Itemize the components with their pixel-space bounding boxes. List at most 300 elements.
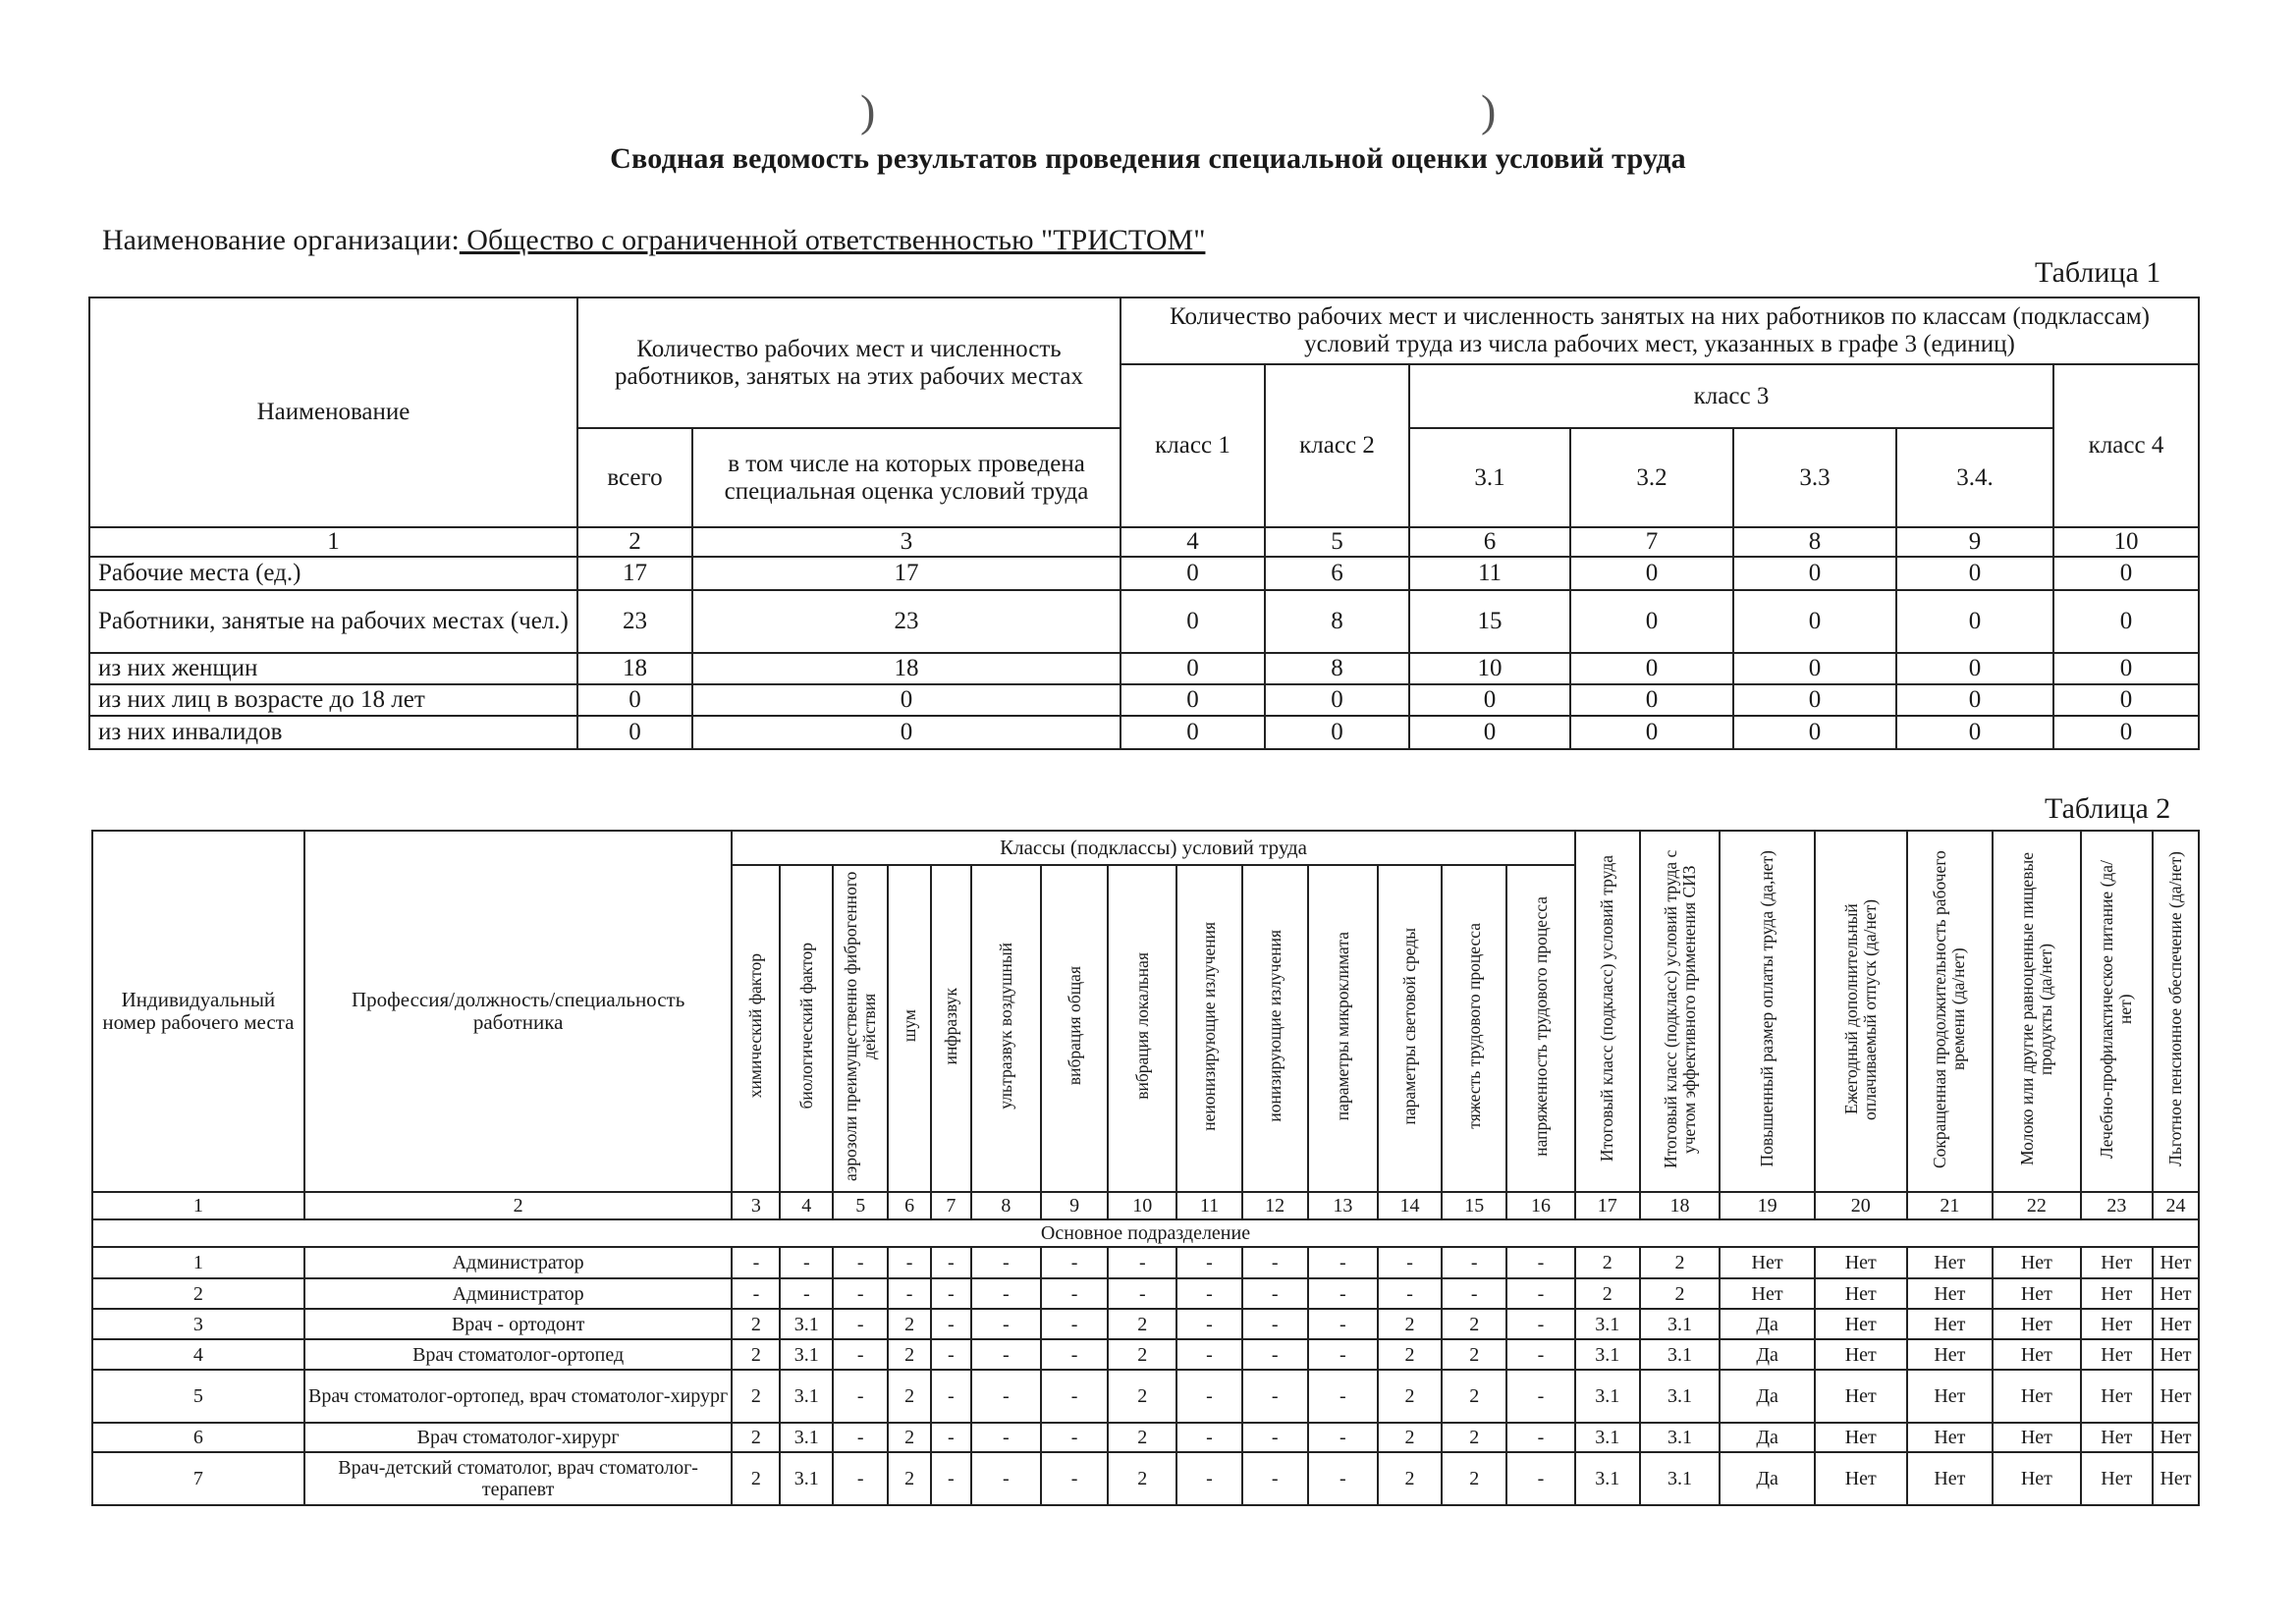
t2-row-id: 3 <box>92 1309 304 1339</box>
t2-header-increased-pay: Повышенный размер оплаты труда (да,нет) <box>1720 831 1815 1192</box>
t2-header-factor: шум <box>888 865 931 1192</box>
t2-cell: 2 <box>1108 1339 1176 1370</box>
t2-cell: - <box>1442 1278 1506 1309</box>
t2-cell: Нет <box>1907 1278 1994 1309</box>
t1-column-numbers <box>89 527 2199 557</box>
t1-cell: 0 <box>1409 684 1570 716</box>
t2-cell: Нет <box>1815 1247 1907 1278</box>
t1-cell: 0 <box>2053 590 2199 653</box>
t2-cell: - <box>833 1309 888 1339</box>
t2-cell: - <box>833 1452 888 1505</box>
t2-header-final-class-siz: Итоговый класс (подкласс) условий труда с учетом эффективного применения СИЗ <box>1640 831 1720 1192</box>
t2-cell: 2 <box>888 1452 931 1505</box>
t2-cell: Нет <box>1993 1452 2081 1505</box>
t2-col-number: 16 <box>1506 1192 1574 1219</box>
t2-cell: - <box>1506 1423 1574 1452</box>
t2-cell: 3.1 <box>780 1423 833 1452</box>
t1-cell: 0 <box>1896 716 2053 749</box>
t2-cell: - <box>780 1247 833 1278</box>
t2-cell: - <box>1041 1278 1108 1309</box>
t1-header-classes-group: Количество рабочих мест и численность занятых на них работников по классам (подклассам) условий труда из числа рабочих мест, указанных в графе 3 (единиц) <box>1121 298 2199 364</box>
t2-row-profession: Администратор <box>304 1247 733 1278</box>
t2-cell: 2 <box>888 1370 931 1423</box>
t2-cell: - <box>833 1247 888 1278</box>
t2-cell: - <box>971 1278 1041 1309</box>
t1-cell: 0 <box>2053 684 2199 716</box>
t2-cell: - <box>1308 1247 1378 1278</box>
organization-line <box>102 224 1205 257</box>
t2-row-id: 2 <box>92 1278 304 1309</box>
t2-cell: Нет <box>1993 1370 2081 1423</box>
t2-cell: Нет <box>1907 1247 1994 1278</box>
t1-cell: 0 <box>1265 684 1409 716</box>
t1-cell: 0 <box>1121 590 1265 653</box>
t2-cell: - <box>1442 1247 1506 1278</box>
t2-cell: 2 <box>1108 1452 1176 1505</box>
t2-cell: Нет <box>2081 1423 2153 1452</box>
t1-cell: 15 <box>1409 590 1570 653</box>
t2-cell: Нет <box>2153 1247 2199 1278</box>
t2-cell: Нет <box>1907 1339 1994 1370</box>
t2-cell: Нет <box>1907 1423 1994 1452</box>
t2-row-profession: Врач - ортодонт <box>304 1309 733 1339</box>
t2-cell: - <box>1176 1370 1241 1423</box>
t2-cell: - <box>780 1278 833 1309</box>
t1-header-class3: класс 3 <box>1409 364 2053 428</box>
t2-section-title: Основное подразделение <box>92 1219 2199 1247</box>
t2-cell: Нет <box>1907 1452 1994 1505</box>
t2-cell: - <box>931 1278 971 1309</box>
t2-cell: 2 <box>732 1452 780 1505</box>
t1-cell: 0 <box>1121 557 1265 590</box>
t2-cell: - <box>1506 1452 1574 1505</box>
t2-row <box>92 1370 2199 1423</box>
t2-col-number: 7 <box>931 1192 971 1219</box>
t2-col-number: 2 <box>304 1192 733 1219</box>
t2-cell: Нет <box>1815 1278 1907 1309</box>
t1-cell: 23 <box>577 590 692 653</box>
t2-column-numbers <box>92 1192 2199 1219</box>
t2-cell: 2 <box>888 1423 931 1452</box>
t2-cell: - <box>971 1339 1041 1370</box>
t1-col-number: 6 <box>1409 527 1570 557</box>
t2-cell: 2 <box>1378 1423 1442 1452</box>
t1-col-number: 5 <box>1265 527 1409 557</box>
t1-cell: 0 <box>1570 684 1733 716</box>
t2-cell: 3.1 <box>1575 1370 1640 1423</box>
t2-cell: 2 <box>1575 1247 1640 1278</box>
t1-cell: 0 <box>1121 716 1265 749</box>
t1-row <box>89 557 2199 590</box>
t2-col-number: 15 <box>1442 1192 1506 1219</box>
t2-cell: - <box>833 1278 888 1309</box>
t2-cell: - <box>888 1247 931 1278</box>
t2-cell: Нет <box>2081 1278 2153 1309</box>
t2-col-number: 11 <box>1176 1192 1241 1219</box>
t1-cell: 0 <box>2053 653 2199 684</box>
t2-cell: Нет <box>2081 1452 2153 1505</box>
t2-cell: Нет <box>1907 1309 1994 1339</box>
t1-cell: 0 <box>577 716 692 749</box>
t2-cell: - <box>1308 1339 1378 1370</box>
t2-cell: - <box>1176 1339 1241 1370</box>
t2-col-number: 3 <box>732 1192 780 1219</box>
t1-col-number: 10 <box>2053 527 2199 557</box>
t2-header-therapeutic-food: Лечебно-профилактическое питание (да/нет) <box>2081 831 2153 1192</box>
t1-cell: 0 <box>1733 716 1896 749</box>
t1-cell: 8 <box>1265 590 1409 653</box>
t1-body <box>89 527 2199 749</box>
t2-header-factor: вибрация локальная <box>1108 865 1176 1192</box>
t2-row <box>92 1423 2199 1452</box>
t2-cell: - <box>1506 1247 1574 1278</box>
t2-cell: - <box>971 1247 1041 1278</box>
t2-section-row <box>92 1219 2199 1247</box>
t2-cell: - <box>1041 1423 1108 1452</box>
t1-cell: 18 <box>692 653 1121 684</box>
t2-cell: Нет <box>1993 1247 2081 1278</box>
t2-cell: Да <box>1720 1339 1815 1370</box>
t1-header-class1: класс 1 <box>1121 364 1265 527</box>
t1-cell: 8 <box>1265 653 1409 684</box>
t2-cell: Нет <box>1993 1278 2081 1309</box>
t1-header-sub-3-3: 3.3 <box>1733 428 1896 527</box>
t1-cell: 23 <box>692 590 1121 653</box>
t1-row <box>89 684 2199 716</box>
t2-cell: Нет <box>2081 1309 2153 1339</box>
t2-col-number: 14 <box>1378 1192 1442 1219</box>
t2-cell: - <box>1242 1423 1308 1452</box>
t2-cell: 2 <box>1442 1339 1506 1370</box>
t2-cell: - <box>732 1278 780 1309</box>
t2-cell: - <box>1506 1278 1574 1309</box>
t2-cell: - <box>971 1452 1041 1505</box>
t2-cell: 2 <box>1442 1452 1506 1505</box>
t1-cell: 0 <box>1896 684 2053 716</box>
t2-col-number: 13 <box>1308 1192 1378 1219</box>
t2-col-number: 19 <box>1720 1192 1815 1219</box>
t2-header-extra-leave: Ежегодный дополнительный оплачиваемый отпуск (да/нет) <box>1815 831 1907 1192</box>
t1-cell: 0 <box>1896 557 2053 590</box>
t2-cell: 2 <box>732 1339 780 1370</box>
t2-cell: Нет <box>1815 1309 1907 1339</box>
t1-row-name: из них инвалидов <box>89 716 577 749</box>
t2-header-pension: Льготное пенсионное обеспечение (да/нет) <box>2153 831 2199 1192</box>
t2-cell: - <box>1242 1278 1308 1309</box>
t1-row-name: Рабочие места (ед.) <box>89 557 577 590</box>
t1-row <box>89 653 2199 684</box>
t2-cell: - <box>732 1247 780 1278</box>
t2-cell: - <box>1242 1370 1308 1423</box>
t1-header-name: Наименование <box>89 298 577 527</box>
t1-col-number: 1 <box>89 527 577 557</box>
t2-cell: Да <box>1720 1452 1815 1505</box>
t2-row-id: 6 <box>92 1423 304 1452</box>
t1-cell: 0 <box>1733 684 1896 716</box>
t2-header-factor: напряженность трудового процесса <box>1506 865 1574 1192</box>
t2-cell: 2 <box>1108 1423 1176 1452</box>
t2-cell: Нет <box>2153 1278 2199 1309</box>
t2-col-number: 1 <box>92 1192 304 1219</box>
t2-col-number: 21 <box>1907 1192 1994 1219</box>
t1-cell: 0 <box>1896 653 2053 684</box>
t2-cell: 2 <box>1108 1370 1176 1423</box>
t2-cell: 3.1 <box>780 1452 833 1505</box>
t2-cell: Нет <box>1815 1452 1907 1505</box>
t1-cell: 18 <box>577 653 692 684</box>
t2-cell: - <box>1378 1278 1442 1309</box>
t2-cell: 3.1 <box>1640 1339 1720 1370</box>
t2-header-factor: аэрозоли преимущественно фиброгенного действия <box>833 865 888 1192</box>
t1-cell: 0 <box>1733 590 1896 653</box>
t1-cell: 0 <box>1570 590 1733 653</box>
t2-cell: - <box>1041 1247 1108 1278</box>
t2-cell: Нет <box>1815 1423 1907 1452</box>
t2-cell: - <box>1108 1247 1176 1278</box>
t2-cell: Нет <box>2153 1452 2199 1505</box>
t1-cell: 10 <box>1409 653 1570 684</box>
t1-col-number: 8 <box>1733 527 1896 557</box>
t2-cell: - <box>1176 1309 1241 1339</box>
t2-cell: 3.1 <box>780 1309 833 1339</box>
t2-row-profession: Врач стоматолог-ортопед, врач стоматолог-хирург <box>304 1370 733 1423</box>
t2-header-factor: параметры микроклимата <box>1308 865 1378 1192</box>
t1-col-number: 4 <box>1121 527 1265 557</box>
t1-cell: 0 <box>692 684 1121 716</box>
t1-row-name: из них женщин <box>89 653 577 684</box>
t2-cell: - <box>1308 1423 1378 1452</box>
t1-cell: 0 <box>1265 716 1409 749</box>
t1-col-number: 3 <box>692 527 1121 557</box>
t2-cell: - <box>1041 1339 1108 1370</box>
t2-cell: - <box>931 1247 971 1278</box>
t2-col-number: 8 <box>971 1192 1041 1219</box>
t2-cell: - <box>1308 1370 1378 1423</box>
t2-row <box>92 1278 2199 1309</box>
t2-row-profession: Администратор <box>304 1278 733 1309</box>
t1-cell: 0 <box>692 716 1121 749</box>
t2-row-id: 4 <box>92 1339 304 1370</box>
t2-cell: - <box>1308 1452 1378 1505</box>
t2-cell: 3.1 <box>1575 1452 1640 1505</box>
t2-cell: 2 <box>1378 1452 1442 1505</box>
t2-header-factor: биологический фактор <box>780 865 833 1192</box>
t2-cell: - <box>1242 1339 1308 1370</box>
t1-header-sub-3-1: 3.1 <box>1409 428 1570 527</box>
t1-cell: 6 <box>1265 557 1409 590</box>
t2-cell: 3.1 <box>1575 1423 1640 1452</box>
t2-cell: Нет <box>2153 1339 2199 1370</box>
t1-cell: 0 <box>1733 557 1896 590</box>
summary-table <box>88 297 2200 750</box>
t2-header-classes-group: Классы (подклассы) условий труда <box>732 831 1574 865</box>
t2-col-number: 23 <box>2081 1192 2153 1219</box>
t2-cell: Нет <box>1993 1423 2081 1452</box>
t2-row <box>92 1309 2199 1339</box>
t2-cell: - <box>1176 1278 1241 1309</box>
t2-cell: 3.1 <box>780 1370 833 1423</box>
t1-cell: 0 <box>1570 557 1733 590</box>
t2-header-factor: тяжесть трудового процесса <box>1442 865 1506 1192</box>
t1-header-class4: класс 4 <box>2053 364 2199 527</box>
t2-cell: 3.1 <box>1640 1370 1720 1423</box>
t1-cell: 0 <box>2053 716 2199 749</box>
t2-cell: - <box>1506 1370 1574 1423</box>
t1-header-sub-3-2: 3.2 <box>1570 428 1733 527</box>
t2-cell: Нет <box>1720 1278 1815 1309</box>
t2-cell: - <box>1506 1309 1574 1339</box>
t2-cell: - <box>971 1370 1041 1423</box>
t1-cell: 0 <box>1121 684 1265 716</box>
t2-cell: 2 <box>732 1309 780 1339</box>
t2-cell: - <box>833 1423 888 1452</box>
t2-col-number: 6 <box>888 1192 931 1219</box>
t2-header-final-class: Итоговый класс (подкласс) условий труда <box>1575 831 1640 1192</box>
t1-cell: 0 <box>1409 716 1570 749</box>
t2-cell: - <box>1108 1278 1176 1309</box>
t2-body <box>92 1192 2199 1505</box>
t1-header-workplace-count: Количество рабочих мест и численность работников, занятых на этих рабочих местах <box>577 298 1121 428</box>
t1-row <box>89 716 2199 749</box>
t2-cell: - <box>1242 1309 1308 1339</box>
t2-cell: 3.1 <box>1640 1423 1720 1452</box>
t1-cell: 0 <box>2053 557 2199 590</box>
t2-cell: - <box>1176 1452 1241 1505</box>
t2-col-number: 10 <box>1108 1192 1176 1219</box>
t1-col-number: 9 <box>1896 527 2053 557</box>
table2-label: Таблица 2 <box>2045 792 2171 825</box>
t2-cell: - <box>1041 1452 1108 1505</box>
t2-cell: - <box>931 1423 971 1452</box>
t2-cell: Нет <box>2081 1339 2153 1370</box>
t2-header-factor: химический фактор <box>732 865 780 1192</box>
organization-label: Наименование организации: <box>102 224 460 256</box>
t1-header-total: всего <box>577 428 692 527</box>
t1-cell: 0 <box>577 684 692 716</box>
t1-cell: 0 <box>1570 716 1733 749</box>
t2-cell: 2 <box>1378 1370 1442 1423</box>
t1-col-number: 2 <box>577 527 692 557</box>
t2-cell: - <box>888 1278 931 1309</box>
t1-cell: 17 <box>692 557 1121 590</box>
t2-header-factor: вибрация общая <box>1041 865 1108 1192</box>
t2-cell: 2 <box>1575 1278 1640 1309</box>
t1-row <box>89 590 2199 653</box>
t2-cell: 3.1 <box>1575 1339 1640 1370</box>
t2-cell: - <box>1041 1370 1108 1423</box>
t2-header-factor: параметры световой среды <box>1378 865 1442 1192</box>
t1-row-name: Работники, занятые на рабочих местах (чел.) <box>89 590 577 653</box>
t2-row <box>92 1452 2199 1505</box>
t1-header-sub-3-4: 3.4. <box>1896 428 2053 527</box>
t1-col-number: 7 <box>1570 527 1733 557</box>
t1-cell: 0 <box>1733 653 1896 684</box>
t2-cell: Нет <box>1907 1370 1994 1423</box>
t2-cell: 2 <box>732 1423 780 1452</box>
t2-cell: 2 <box>1378 1339 1442 1370</box>
t2-row-id: 7 <box>92 1452 304 1505</box>
t1-header-class2: класс 2 <box>1265 364 1409 527</box>
t2-cell: - <box>1378 1247 1442 1278</box>
t2-cell: 2 <box>1442 1309 1506 1339</box>
t2-cell: - <box>931 1452 971 1505</box>
t2-col-number: 18 <box>1640 1192 1720 1219</box>
t2-header-factor: неионизирующие излучения <box>1176 865 1241 1192</box>
t2-cell: - <box>971 1309 1041 1339</box>
t2-cell: 2 <box>1640 1247 1720 1278</box>
t2-cell: Нет <box>2081 1370 2153 1423</box>
t2-cell: 3.1 <box>780 1339 833 1370</box>
t2-cell: Да <box>1720 1370 1815 1423</box>
t2-cell: Нет <box>1993 1339 2081 1370</box>
t2-cell: 2 <box>888 1309 931 1339</box>
t2-cell: - <box>1242 1247 1308 1278</box>
t2-cell: - <box>1308 1278 1378 1309</box>
t2-cell: - <box>833 1339 888 1370</box>
t2-cell: 3.1 <box>1640 1452 1720 1505</box>
t2-col-number: 12 <box>1242 1192 1308 1219</box>
t2-header-factor: инфразвук <box>931 865 971 1192</box>
t2-col-number: 17 <box>1575 1192 1640 1219</box>
t2-cell: 2 <box>1378 1309 1442 1339</box>
t2-cell: Нет <box>1993 1309 2081 1339</box>
t2-cell: 3.1 <box>1640 1309 1720 1339</box>
document-title: Сводная ведомость результатов проведения специальной оценки условий труда <box>610 142 1686 175</box>
table1-label: Таблица 1 <box>2035 256 2161 289</box>
t2-row-id: 1 <box>92 1247 304 1278</box>
t2-cell: Нет <box>2081 1247 2153 1278</box>
t1-row-name: из них лиц в возрасте до 18 лет <box>89 684 577 716</box>
t2-cell: 2 <box>1442 1423 1506 1452</box>
t2-cell: 2 <box>1640 1278 1720 1309</box>
t2-col-number: 20 <box>1815 1192 1907 1219</box>
t2-cell: - <box>833 1370 888 1423</box>
t1-cell: 0 <box>1896 590 2053 653</box>
t2-col-number: 4 <box>780 1192 833 1219</box>
t2-cell: Нет <box>1815 1339 1907 1370</box>
t2-cell: - <box>971 1423 1041 1452</box>
t2-row-id: 5 <box>92 1370 304 1423</box>
t2-cell: - <box>1176 1423 1241 1452</box>
t2-row-profession: Врач-детский стоматолог, врач стоматолог-терапевт <box>304 1452 733 1505</box>
t2-cell: 2 <box>888 1339 931 1370</box>
t2-cell: 2 <box>1108 1309 1176 1339</box>
scan-mark-left: ) <box>860 85 876 135</box>
t2-cell: Да <box>1720 1309 1815 1339</box>
t2-row <box>92 1247 2199 1278</box>
t1-cell: 0 <box>1121 653 1265 684</box>
t2-cell: 3.1 <box>1575 1309 1640 1339</box>
t2-header-reduced-hours: Сокращенная продолжительность рабочего времени (да/нет) <box>1907 831 1994 1192</box>
t2-header-factor: ультразвук воздушный <box>971 865 1041 1192</box>
t1-cell: 11 <box>1409 557 1570 590</box>
t2-cell: Нет <box>2153 1309 2199 1339</box>
t2-cell: - <box>1506 1339 1574 1370</box>
t2-row-profession: Врач стоматолог-хирург <box>304 1423 733 1452</box>
organization-name: Общество с ограниченной ответственностью "ТРИСТОМ" <box>459 224 1206 256</box>
t2-cell: - <box>931 1309 971 1339</box>
t1-cell: 17 <box>577 557 692 590</box>
workplace-table <box>91 830 2200 1506</box>
t2-col-number: 22 <box>1993 1192 2081 1219</box>
t2-row-profession: Врач стоматолог-ортопед <box>304 1339 733 1370</box>
t2-cell: - <box>1176 1247 1241 1278</box>
t2-header-milk: Молоко или другие равноценные пищевые продукты (да/нет) <box>1993 831 2081 1192</box>
t2-cell: - <box>931 1339 971 1370</box>
t2-cell: - <box>1308 1309 1378 1339</box>
t2-cell: Нет <box>2153 1423 2199 1452</box>
t2-col-number: 5 <box>833 1192 888 1219</box>
